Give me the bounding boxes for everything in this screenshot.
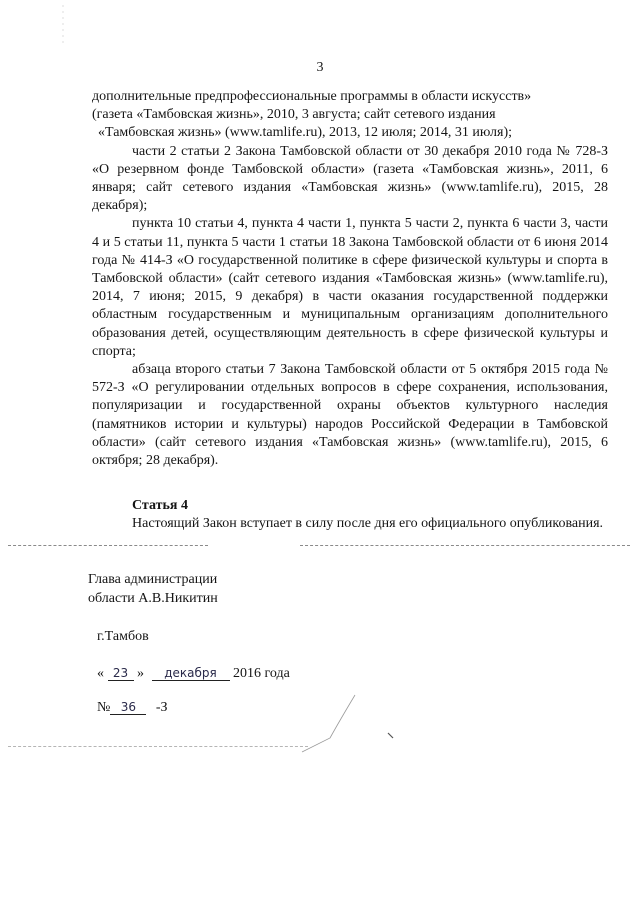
paragraph-line: дополнительные предпрофессиональные программы в области искусств» bbox=[92, 89, 532, 104]
signature-block bbox=[88, 571, 218, 608]
quote-close: » bbox=[137, 666, 144, 681]
date-month: декабря bbox=[152, 666, 230, 681]
law-number bbox=[97, 700, 168, 716]
scan-artifact-line bbox=[8, 746, 308, 747]
paragraph-law-572: абзаца второго статьи 7 Закона Тамбовской области от 5 октября 2015 года № 572-З «О регулировании отдельных вопросов в сфере сохранения, использования, популяризации и государственной охраны объектов культурного наследия (памятников истории и культуры) народов Российской Федерации в Тамбовской области» (сайт сетевого издания «Тамбовская жизнь» (www.tamlife.ru), 2015, 6 октября; 28 декабря). bbox=[92, 362, 608, 469]
signing-date bbox=[97, 666, 290, 682]
paragraph-law-414: пункта 10 статьи 4, пункта 4 части 1, пункта 5 части 2, пункта 6 части 3, части 4 и 5 статьи 11, пункта 5 части 1 статьи 18 Закона Тамбовской области от 6 июня 2014 года № 414-З «О государственной политике в сфере физической культуры и спорта в Тамбовской области» (сайт сетевого издания «Тамбовская жизнь» (www.tamlife.ru), 2014, 7 июня; 2015, 9 декабря) в части оказания государственной поддержки областным государственным и муниципальным организациям дополнительного образования детей, осуществляющим деятельность в сфере физической культуры и спорта; bbox=[92, 216, 608, 359]
paragraph-law-728: части 2 статьи 2 Закона Тамбовской области от 30 декабря 2010 года № 728-З «О резервном фонде Тамбовской области» (газета «Тамбовская жизнь», 2011, 6 января; сайт сетевого издания «Тамбовская жизнь» (www.tamlife.ru), 2015, 28 декабря); bbox=[92, 143, 608, 214]
number-sign: № bbox=[97, 700, 111, 715]
pen-stroke-mark bbox=[300, 690, 360, 760]
paragraph-line: (газета «Тамбовская жизнь», 2010, 3 августа; сайт сетевого издания bbox=[92, 107, 496, 123]
quote-open: « bbox=[97, 666, 104, 681]
article-text: Настоящий Закон вступает в силу после дня его официального опубликования. bbox=[132, 516, 604, 532]
document-body bbox=[92, 88, 608, 534]
paragraph-line: «Тамбовская жизнь» (www.tamlife.ru), 2013, 12 июля; 2014, 31 июля); bbox=[98, 125, 513, 141]
number-value: 36 bbox=[110, 700, 146, 715]
scan-artifact-line bbox=[8, 545, 208, 546]
scan-artifact-line bbox=[300, 545, 630, 546]
page-number: 3 bbox=[316, 60, 324, 75]
city: г.Тамбов bbox=[97, 629, 149, 644]
article-heading: Статья 4 bbox=[132, 498, 188, 514]
scan-edge-mark bbox=[60, 5, 66, 45]
ink-dot-mark bbox=[385, 730, 397, 742]
date-year: 2016 года bbox=[233, 666, 290, 681]
signature-name: области А.В.Никитин bbox=[88, 590, 218, 606]
date-day: 23 bbox=[108, 666, 134, 681]
article-4 bbox=[92, 497, 608, 533]
signature-title: Глава администрации bbox=[88, 572, 218, 587]
number-suffix: -З bbox=[155, 700, 168, 715]
